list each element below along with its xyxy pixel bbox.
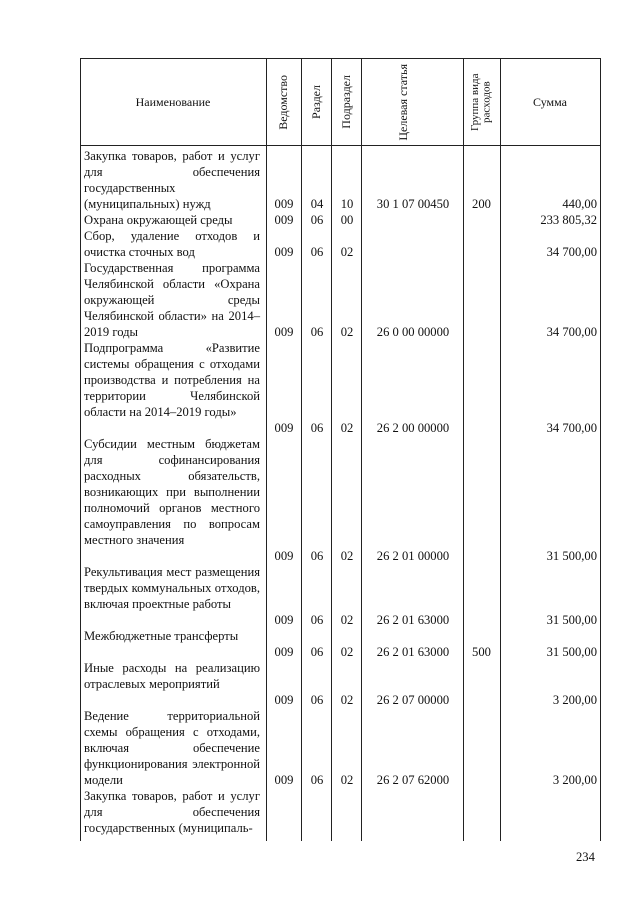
- row-summa: 3 200,00: [552, 693, 597, 707]
- row-name: Субсидии местным бюджетам для софинансирования расходных обязательств, возникающих при выполнении полномочий органов местного самоуправления по вопросам местного значения: [84, 437, 260, 547]
- row-celevaya: 26 2 00 00000: [376, 421, 450, 435]
- header-ved: [266, 58, 301, 146]
- row-name: Закупка товаров, работ и услуг для обеспечения государственных (муниципаль-: [84, 789, 260, 835]
- row-summa: 233 805,32: [540, 213, 597, 227]
- table-left-border: [80, 58, 81, 841]
- header-celevaya-text: Целевая статья: [396, 63, 410, 141]
- row-name: Государственная программа Челябинской области «Охрана окружающей среды Челябинской области» на 2014–2019 годы: [84, 261, 260, 339]
- row-razdel: 06: [310, 421, 324, 435]
- row-name: Закупка товаров, работ и услуг для обеспечения государственных (муниципальных) нужд: [84, 149, 260, 211]
- row-celevaya: 26 2 01 63000: [376, 613, 450, 627]
- row-razdel: 06: [310, 549, 324, 563]
- row-gruppa: 200: [472, 197, 491, 211]
- row-celevaya: 26 2 01 00000: [376, 549, 450, 563]
- header-name: [80, 58, 266, 146]
- row-gruppa: 500: [472, 645, 491, 659]
- row-podrazdel: 02: [340, 645, 354, 659]
- row-name: Ведение территориальной схемы обращения с отходами, включая обеспечение функционирования электронной модели: [84, 709, 260, 787]
- row-podrazdel: 02: [340, 245, 354, 259]
- row-podrazdel: 02: [340, 421, 354, 435]
- row-podrazdel: 02: [340, 549, 354, 563]
- row-podrazdel: 02: [340, 773, 354, 787]
- row-name: Рекультивация мест размещения твердых коммунальных отходов, включая проектные работы: [84, 565, 260, 611]
- row-name: Охрана окружающей среды: [84, 213, 233, 227]
- header-gruppa-text: Группа вида расходов: [468, 73, 493, 131]
- row-podrazdel: 00: [340, 213, 354, 227]
- row-podrazdel: 02: [340, 325, 354, 339]
- page-number: 234: [576, 850, 595, 864]
- header-gruppa: [463, 58, 500, 146]
- row-celevaya: 26 2 01 63000: [376, 645, 450, 659]
- header-summa-text: Сумма: [533, 94, 567, 109]
- row-razdel: 06: [310, 613, 324, 627]
- row-celevaya: 30 1 07 00450: [376, 197, 450, 211]
- row-ved: 009: [274, 645, 294, 659]
- header-ved-text: Ведомство: [276, 74, 291, 130]
- row-ved: 009: [274, 245, 294, 259]
- row-ved: 009: [274, 197, 294, 211]
- column-divider: [361, 58, 362, 841]
- row-ved: 009: [274, 773, 294, 787]
- row-summa: 34 700,00: [546, 421, 597, 435]
- row-razdel: 06: [310, 213, 324, 227]
- row-celevaya: 26 2 07 62000: [376, 773, 450, 787]
- row-razdel: 06: [310, 325, 324, 339]
- header-name-text: Наименование: [135, 94, 211, 109]
- row-celevaya: 26 2 07 00000: [376, 693, 450, 707]
- column-divider: [331, 58, 332, 841]
- header-celevaya: [361, 58, 463, 146]
- column-divider: [301, 58, 302, 841]
- row-summa: 31 500,00: [546, 549, 597, 563]
- row-ved: 009: [274, 693, 294, 707]
- row-celevaya: 26 0 00 00000: [376, 325, 450, 339]
- header-summa: [500, 58, 600, 146]
- header-podrazdel-text: Подраздел: [338, 75, 353, 129]
- row-summa: 3 200,00: [552, 773, 597, 787]
- row-podrazdel: 02: [340, 613, 354, 627]
- row-razdel: 06: [310, 693, 324, 707]
- row-razdel: 04: [310, 197, 324, 211]
- column-divider: [463, 58, 464, 841]
- header-podrazdel: [331, 58, 361, 146]
- row-summa: 440,00: [562, 197, 597, 211]
- row-ved: 009: [274, 549, 294, 563]
- row-razdel: 06: [310, 245, 324, 259]
- row-podrazdel: 02: [340, 693, 354, 707]
- row-name: Сбор, удаление отходов и очистка сточных вод: [84, 229, 260, 259]
- row-ved: 009: [274, 213, 294, 227]
- row-razdel: 06: [310, 645, 324, 659]
- row-summa: 34 700,00: [546, 325, 597, 339]
- row-name: Подпрограмма «Развитие системы обращения с отходами производства и потребления на территории Челябинской области на 2014–2019 годы»: [84, 341, 260, 419]
- column-divider: [500, 58, 501, 841]
- row-summa: 31 500,00: [546, 645, 597, 659]
- header-razdel: [301, 58, 331, 146]
- row-summa: 31 500,00: [546, 613, 597, 627]
- header-razdel-text: Раздел: [308, 85, 323, 119]
- row-ved: 009: [274, 325, 294, 339]
- column-divider: [266, 58, 267, 841]
- row-summa: 34 700,00: [546, 245, 597, 259]
- row-ved: 009: [274, 421, 294, 435]
- row-name: Межбюджетные трансферты: [84, 629, 239, 643]
- row-name: Иные расходы на реализацию отраслевых мероприятий: [84, 661, 260, 691]
- row-ved: 009: [274, 613, 294, 627]
- row-razdel: 06: [310, 773, 324, 787]
- row-podrazdel: 10: [340, 197, 354, 211]
- table-right-border: [600, 58, 601, 841]
